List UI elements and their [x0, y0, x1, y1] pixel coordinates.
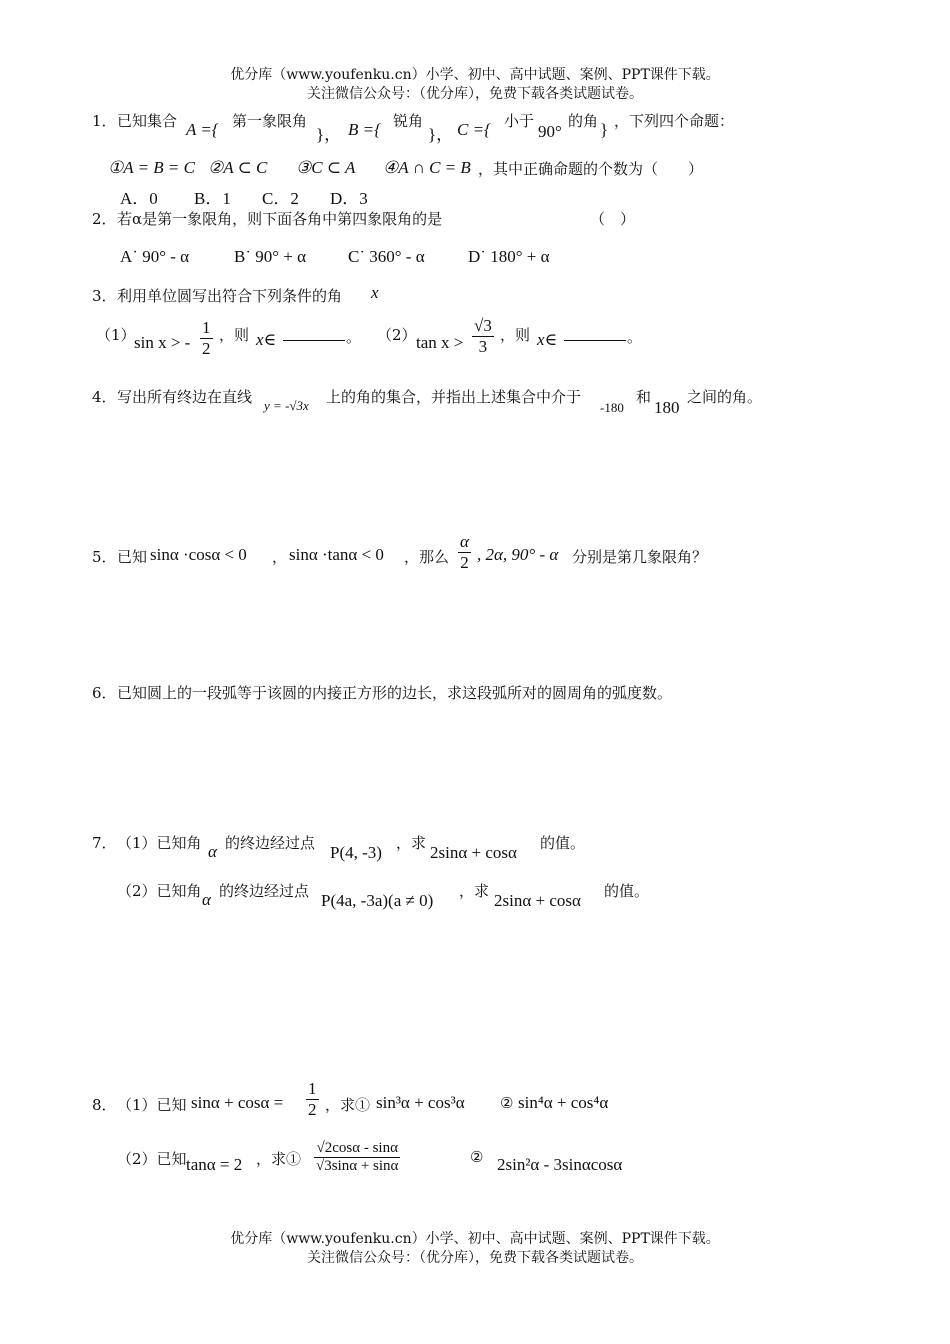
q3-part2-expr: tan x >: [416, 333, 464, 352]
q5-angles: , 2α, 90° - α: [477, 545, 559, 564]
q7-part2-ask: ，求: [459, 882, 490, 900]
q1-set-b-text: 锐角: [393, 112, 424, 130]
q1-brace: }，: [316, 125, 342, 144]
q3-part2-label: （2）: [377, 326, 417, 344]
q1-ask: ，其中正确命题的个数为（ ）: [478, 160, 704, 178]
q4-and: 和: [636, 388, 652, 406]
q1-brace: }，: [428, 125, 454, 144]
q5-half-alpha-numerator: α: [460, 532, 469, 551]
q7-part1-expression: 2sinα + cosα: [430, 843, 517, 862]
q1-degree: 90°: [538, 122, 562, 141]
q8-part2-expression-2: 2sin²α - 3sinαcosα: [497, 1155, 623, 1174]
q5-condition-2: sinα ·tanα < 0: [289, 545, 384, 564]
q8-part2-ask: ，求①: [256, 1150, 302, 1168]
q3-part1-label: （1）: [96, 326, 136, 344]
q6-text: 已知圆上的一段弧等于该圆的内接正方形的边长，求这段弧所对的圆周角的弧度数。: [117, 684, 673, 702]
q3-part1-numerator: 1: [202, 318, 211, 337]
q1-set-c: C ={: [457, 120, 491, 139]
q8-number: 8．: [92, 1096, 117, 1114]
q2-option-d: D˙ 180° + α: [468, 247, 550, 266]
q2-option-a: A˙ 90° - α: [120, 247, 190, 266]
q1-set-b: B ={: [348, 120, 381, 139]
q1-lead: 已知集合: [117, 112, 178, 130]
q8-part1-numerator: 1: [308, 1079, 317, 1098]
q4-lower-bound: -180: [600, 400, 624, 415]
q8-part1-denominator: 2: [308, 1100, 317, 1119]
q1-proposition-4: ④A ∩ C = B: [383, 158, 471, 177]
q3-part1-fraction: [200, 318, 213, 359]
q3-part1-then: ，则: [219, 326, 250, 344]
q7-part2-tail: 的值。: [604, 882, 650, 900]
q6-number: 6．: [92, 684, 117, 702]
q2-option-b: B˙ 90° + α: [234, 247, 307, 266]
q3-part1-period: 。: [346, 328, 362, 346]
q3-number: 3．: [92, 287, 117, 305]
q8-part2-given: tanα = 2: [186, 1155, 243, 1174]
q8-part2-denominator: √3sinα + sinα: [316, 1158, 399, 1174]
q3-text: 利用单位圆写出符合下列条件的角: [117, 287, 343, 305]
q2-option-c: C˙ 360° - α: [348, 247, 425, 266]
q3-part2-period: 。: [627, 328, 643, 346]
q8-part2-circle-2: ②: [470, 1148, 484, 1166]
q7-part1-alpha: α: [208, 842, 217, 861]
q8-part2-fraction: [314, 1140, 400, 1175]
footer-line-2: 关注微信公众号：（优分库），免费下载各类试题试卷。: [307, 1250, 643, 1266]
q1-option-c: C．2: [262, 189, 299, 208]
q1-proposition-3: ③C ⊂ A: [296, 158, 356, 177]
q3-part2-numerator: √3: [474, 316, 492, 335]
q1-tail: ，下列四个命题：: [614, 112, 735, 130]
q5-separator: ，: [272, 548, 288, 566]
q8-part1-given: sinα + cosα =: [191, 1093, 284, 1112]
q4-text-3: 之间的角。: [687, 388, 763, 406]
q8-part1-fraction: [306, 1079, 319, 1120]
q3-part2-in: x∈: [537, 330, 558, 349]
q3-part1-blank: [283, 340, 345, 341]
q1-proposition-2: ②A ⊂ C: [208, 158, 268, 177]
q1-set-a-text: 第一象限角: [232, 112, 308, 130]
q5-condition-1: sinα ·cosα < 0: [150, 545, 247, 564]
q7-part2-text: 的终边经过点: [219, 882, 310, 900]
q2-answer-paren: （ ）: [590, 210, 636, 228]
q5-half-alpha-denominator: 2: [460, 553, 469, 572]
q7-part1-tail: 的值。: [540, 834, 586, 852]
q4-text-2: 上的角的集合，并指出上述集合中介于: [326, 388, 582, 406]
q8-part1-circle-2: ②: [500, 1094, 514, 1112]
q7-part2-point: P(4a, -3a)(a ≠ 0): [321, 891, 434, 910]
q8-part1-ask: ，求①: [325, 1096, 371, 1114]
q1-option-d: D．3: [330, 189, 368, 208]
q5-half-alpha: [458, 532, 471, 573]
q5-then: ，那么: [404, 548, 450, 566]
q3-part1-expr: sin x > -: [134, 333, 191, 352]
header-line-1: 优分库（www.youfenku.cn）小学、初中、高中试题、案例、PPT课件下载。: [230, 67, 720, 83]
q1-set-c-text2: 的角: [568, 112, 599, 130]
q7-part1-ask: ，求: [396, 834, 427, 852]
header-line-2: 关注微信公众号：（优分库），免费下载各类试题试卷。: [307, 86, 643, 102]
q1-brace: }: [600, 120, 609, 139]
q7-part2-label: （2）已知角: [117, 882, 202, 900]
q8-part1-expression-1: sin³α + cos³α: [376, 1093, 465, 1112]
q7-part1-point: P(4, -3): [330, 843, 382, 862]
q5-lead: 已知: [117, 548, 148, 566]
q7-part2-alpha: α: [202, 890, 211, 909]
q3-part2-denominator: 3: [478, 337, 488, 356]
q4-line-equation: y = -√3x: [264, 398, 309, 413]
q1-set-a: A ={: [186, 120, 219, 139]
q5-number: 5．: [92, 548, 117, 566]
q8-part2-numerator: √2cosα - sinα: [314, 1140, 400, 1158]
q7-number: 7．: [92, 834, 117, 852]
q3-part1-in: x∈: [256, 330, 277, 349]
q1-option-a: A．0: [120, 189, 158, 208]
q2-text: 若α是第一象限角，则下面各角中第四象限角的是: [117, 210, 443, 228]
q4-upper-bound: 180: [654, 398, 680, 417]
q1-set-c-text1: 小于: [504, 112, 535, 130]
q4-number: 4．: [92, 388, 117, 406]
q3-part2-blank: [564, 340, 626, 341]
q7-part1-label: （1）已知角: [117, 834, 202, 852]
q8-part2-label: （2）已知: [117, 1150, 187, 1168]
q3-part2-fraction: [472, 316, 494, 357]
q1-proposition-1: ①A = B = C: [108, 158, 195, 177]
q3-variable: x: [371, 283, 379, 302]
q3-part2-then: ，则: [500, 326, 531, 344]
q2-number: 2．: [92, 210, 117, 228]
q4-text-1: 写出所有终边在直线: [117, 388, 253, 406]
q5-tail: 分别是第几象限角？: [572, 548, 708, 566]
q1-option-b: B．1: [194, 189, 231, 208]
q7-part1-text: 的终边经过点: [225, 834, 316, 852]
q1-number: 1．: [92, 112, 117, 130]
q8-part1-label: （1）已知: [117, 1096, 187, 1114]
footer-line-1: 优分库（www.youfenku.cn）小学、初中、高中试题、案例、PPT课件下载。: [230, 1231, 720, 1247]
q8-part1-expression-2: sin⁴α + cos⁴α: [518, 1093, 609, 1112]
q3-part1-denominator: 2: [202, 339, 211, 358]
q7-part2-expression: 2sinα + cosα: [494, 891, 581, 910]
